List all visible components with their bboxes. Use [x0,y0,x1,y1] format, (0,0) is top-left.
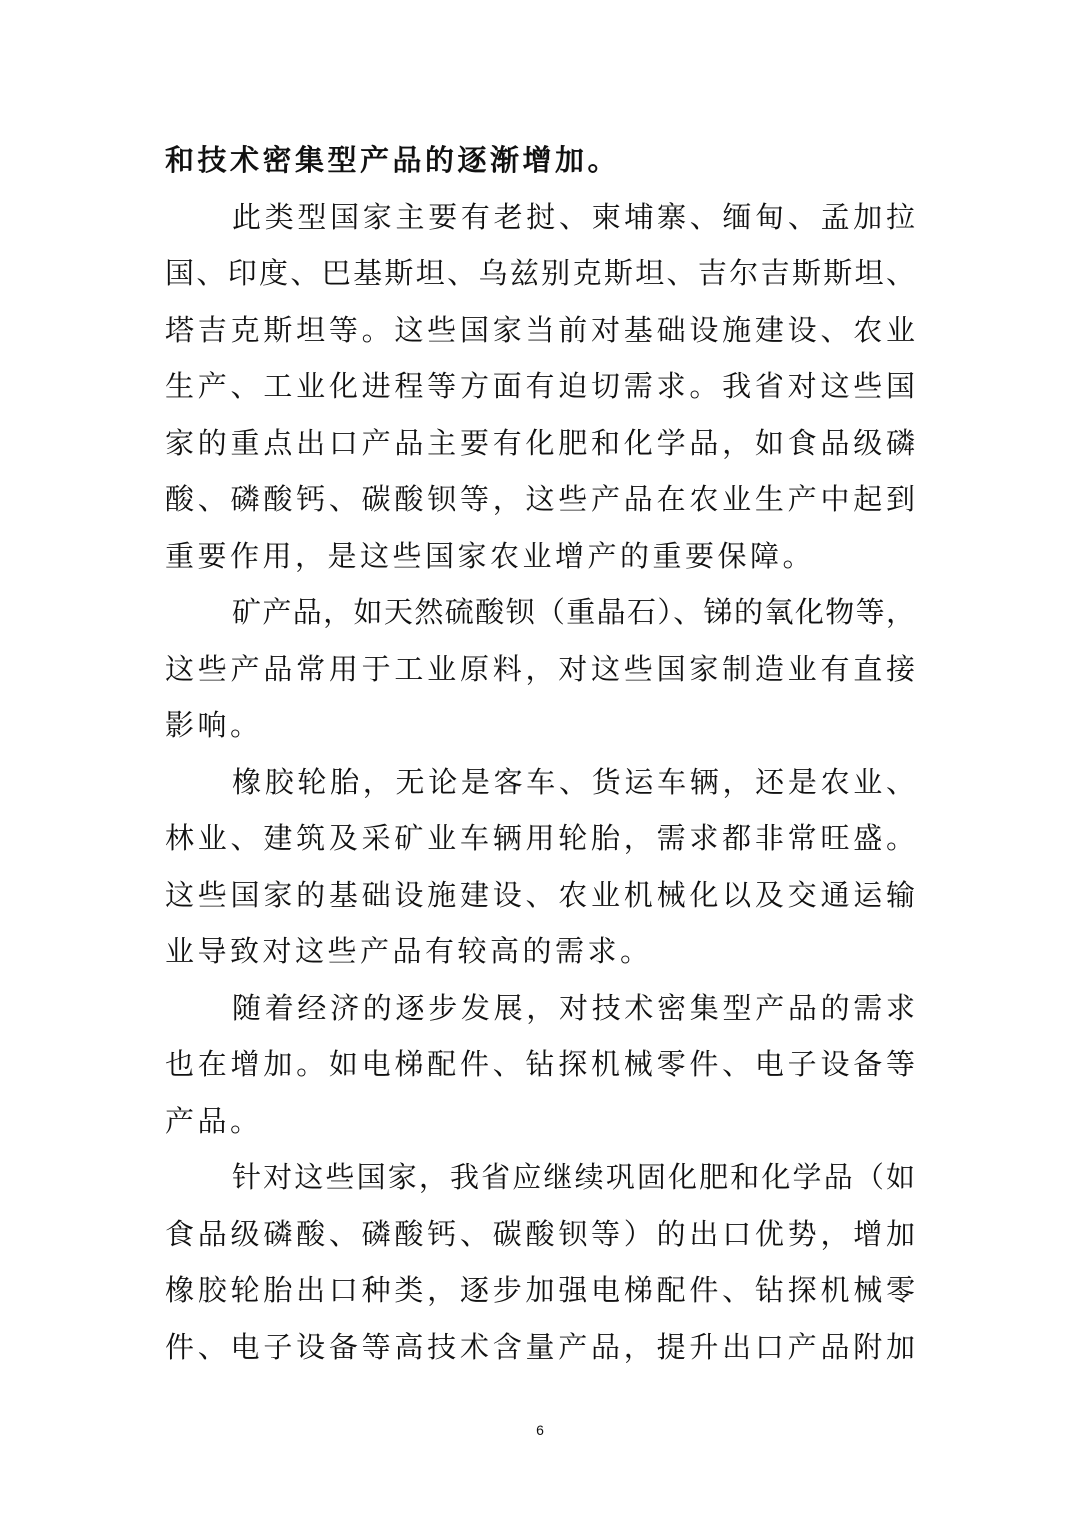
paragraph-tires [165,754,915,980]
text-line: 针对这些国家，我省应继续巩固化肥和化学品（如 [232,1160,915,1194]
text-line: 家的重点出口产品主要有化肥和化学品，如食品级磷 [165,425,915,460]
text-line: 产品。 [165,1103,263,1138]
text-line: 件、电子设备等高技术含量产品，提升出口产品附加 [165,1329,915,1364]
text-line: 生产、工业化进程等方面有迫切需求。我省对这些国 [165,369,915,403]
text-line: 林业、建筑及采矿业车辆用轮胎，需求都非常旺盛。 [165,821,915,855]
paragraph-recommendations [165,1149,915,1375]
text-line: 业导致对这些产品有较高的需求。 [165,934,653,968]
paragraph-minerals [165,584,915,754]
page-number: 6 [536,1422,544,1438]
text-line: 橡胶轮胎出口种类，逐步加强电梯配件、钻探机械零 [165,1273,915,1307]
paragraph-country-list [165,189,915,585]
text-line: 随着经济的逐步发展，对技术密集型产品的需求 [232,990,915,1025]
text-line: 橡胶轮胎，无论是客车、货运车辆，还是农业、 [232,764,915,799]
text-line: 和技术密集型产品的逐渐增加。 [165,143,621,177]
text-line: 国、印度、巴基斯坦、乌兹别克斯坦、吉尔吉斯斯坦、 [165,256,915,290]
text-line: 此类型国家主要有老挝、柬埔寨、缅甸、孟加拉 [232,199,915,234]
text-line: 酸、磷酸钙、碳酸钡等，这些产品在农业生产中起到 [165,482,915,516]
text-line: 矿产品，如天然硫酸钡（重晶石）、锑的氧化物等， [232,595,915,629]
text-line: 食品级磷酸、磷酸钙、碳酸钡等）的出口优势，增加 [165,1216,915,1251]
text-line: 影响。 [165,708,263,742]
text-line: 重要作用，是这些国家农业增产的重要保障。 [165,538,816,573]
text-line: 这些产品常用于工业原料，对这些国家制造业有直接 [165,651,915,686]
body-text [165,132,915,1375]
text-line: 这些国家的基础设施建设、农业机械化以及交通运输 [165,877,915,912]
text-line: 塔吉克斯坦等。这些国家当前对基础设施建设、农业 [165,312,915,347]
text-line: 也在增加。如电梯配件、钻探机械零件、电子设备等 [165,1047,915,1081]
paragraph-tech-products [165,980,915,1150]
paragraph-continuation [165,132,915,189]
